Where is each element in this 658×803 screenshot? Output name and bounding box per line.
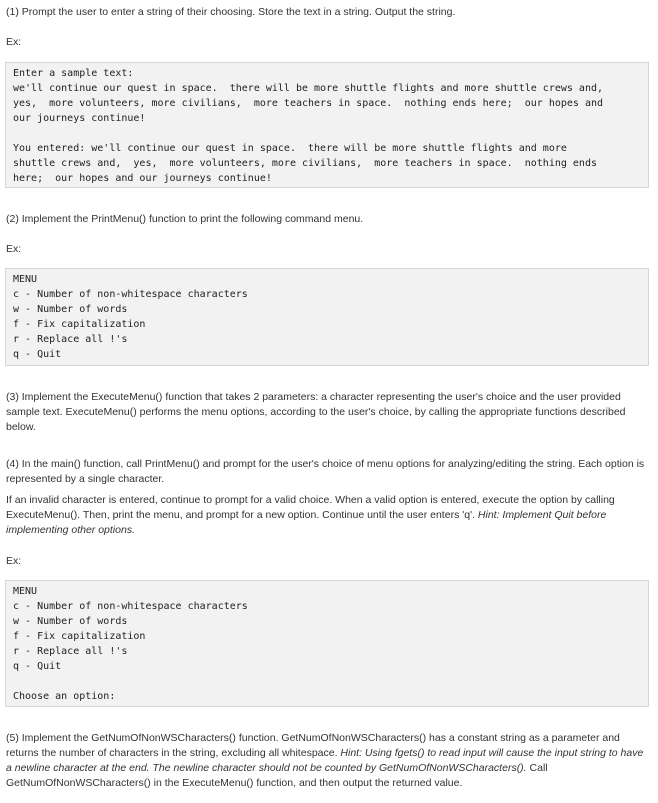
- code-line: f - Fix capitalization: [13, 319, 146, 330]
- code-line: Enter a sample text:: [13, 68, 134, 79]
- part5-hint: Hint: Using fgets() to read input will cause the input string to have a newline character at the end. The newline character should not be counted by GetNumOfNonWSCharacters().: [6, 747, 644, 774]
- code-line: here; our hopes and our journeys continue!: [13, 173, 272, 184]
- part4-instruction: (4) In the main() function, call PrintMenu() and prompt for the user's choice of menu options for analyzing/editing the string. Each option is represented by a single character.: [6, 458, 645, 485]
- code-line: [13, 126, 641, 141]
- code-line: c - Number of non-whitespace characters: [13, 601, 248, 612]
- code-line: shuttle crews and, yes, more volunteers, more civilians, more teachers in space. nothing ends: [13, 158, 597, 169]
- code-line: yes, more volunteers, more civilians, more teachers in space. nothing ends here; our hopes and: [13, 98, 604, 109]
- part4-details: [6, 493, 650, 538]
- part4-example-label: Ex:: [6, 555, 22, 567]
- code-line: q - Quit: [13, 349, 62, 360]
- part5-text-after: Call GetNumOfNonWSCharacters() in the ExecuteMenu() function, and then output the returned value.: [6, 762, 548, 789]
- part5-text: (5) Implement the GetNumOfNonWSCharacters() function. GetNumOfNonWSCharacters() has a constant string as a parameter and returns the number of characters in the string, excluding all whitespace.: [6, 732, 620, 759]
- part1-example-label: Ex:: [6, 36, 22, 48]
- code-line: r - Replace all !'s: [13, 334, 128, 345]
- part2-example-label: Ex:: [6, 243, 22, 255]
- code-line: c - Number of non-whitespace characters: [13, 289, 248, 300]
- code-line: Choose an option:: [13, 691, 116, 702]
- code-line: w - Number of words: [13, 616, 128, 627]
- part1-instruction: (1) Prompt the user to enter a string of their choosing. Store the text in a string. Output the string.: [6, 6, 456, 18]
- part2-menu-code: [5, 268, 649, 366]
- code-line: w - Number of words: [13, 304, 128, 315]
- part2-instruction: (2) Implement the PrintMenu() function to print the following command menu.: [6, 213, 364, 225]
- code-line: we'll continue our quest in space. there will be more shuttle flights and more shuttle crews and,: [13, 83, 604, 94]
- code-line: You entered: we'll continue our quest in space. there will be more shuttle flights and more: [13, 143, 567, 154]
- code-line: MENU: [13, 274, 38, 285]
- part1-example-code: [5, 62, 649, 188]
- code-line: q - Quit: [13, 661, 62, 672]
- part5-instruction: [6, 731, 650, 791]
- part4-hint: Hint: Implement Quit before implementing other options.: [6, 509, 607, 536]
- code-line: [13, 674, 641, 689]
- code-line: our journeys continue!: [13, 113, 146, 124]
- part3-instruction: (3) Implement the ExecuteMenu() function that takes 2 parameters: a character representing the user's choice and the user provided sample text. ExecuteMenu() performs the menu options, according to the user's choice, by calling the appropriate functions described below.: [6, 391, 626, 433]
- part4-menu-code: [5, 580, 649, 707]
- code-line: MENU: [13, 586, 38, 597]
- code-line: r - Replace all !'s: [13, 646, 128, 657]
- code-line: f - Fix capitalization: [13, 631, 146, 642]
- part4-details-text: If an invalid character is entered, continue to prompt for a valid choice. When a valid option is entered, execute the option by calling ExecuteMenu(). Then, print the menu, and prompt for a new option. Continue until the user enters 'q'.: [6, 494, 615, 521]
